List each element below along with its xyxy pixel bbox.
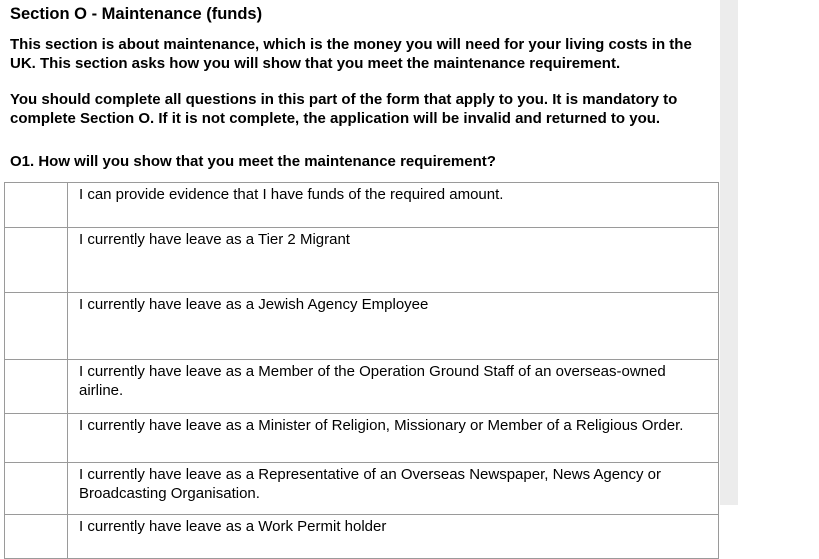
option-row (5, 228, 719, 293)
option-label: I currently have leave as a Member of the Operation Ground Staff of an overseas-owned airline. (68, 360, 719, 414)
section-title: Section O - Maintenance (funds) (10, 5, 263, 23)
option-row (5, 360, 719, 414)
option-label: I currently have leave as a Work Permit holder (68, 515, 719, 559)
section-intro: This section is about maintenance, which is the money you will need for your living costs in the UK. This section asks how you will show that you meet the maintenance requirement. (10, 36, 692, 72)
option-checkbox-cell[interactable] (5, 515, 68, 559)
section-instruction: You should complete all questions in this part of the form that apply to you. It is mandatory to complete Section O. If it is not complete, the application will be invalid and returned to you. (10, 91, 678, 127)
option-label: I currently have leave as a Representative of an Overseas Newspaper, News Agency or Broadcasting Organisation. (68, 463, 719, 515)
option-label: I currently have leave as a Tier 2 Migrant (68, 228, 719, 293)
option-row (5, 463, 719, 515)
option-checkbox-cell[interactable] (5, 463, 68, 515)
option-checkbox-cell[interactable] (5, 293, 68, 360)
option-row (5, 293, 719, 360)
option-checkbox-cell[interactable] (5, 228, 68, 293)
option-checkbox-cell[interactable] (5, 183, 68, 228)
scrollbar-track[interactable] (720, 0, 738, 505)
option-checkbox-cell[interactable] (5, 414, 68, 463)
option-checkbox-cell[interactable] (5, 360, 68, 414)
side-margin (738, 0, 819, 505)
option-row (5, 183, 719, 228)
option-row (5, 515, 719, 559)
option-label: I currently have leave as a Jewish Agency Employee (68, 293, 719, 360)
question-o1-label: O1. How will you show that you meet the maintenance requirement? (10, 153, 496, 170)
option-label: I currently have leave as a Minister of Religion, Missionary or Member of a Religious Order. (68, 414, 719, 463)
option-row (5, 414, 719, 463)
maintenance-options-table (4, 182, 719, 559)
option-label: I can provide evidence that I have funds of the required amount. (68, 183, 719, 228)
